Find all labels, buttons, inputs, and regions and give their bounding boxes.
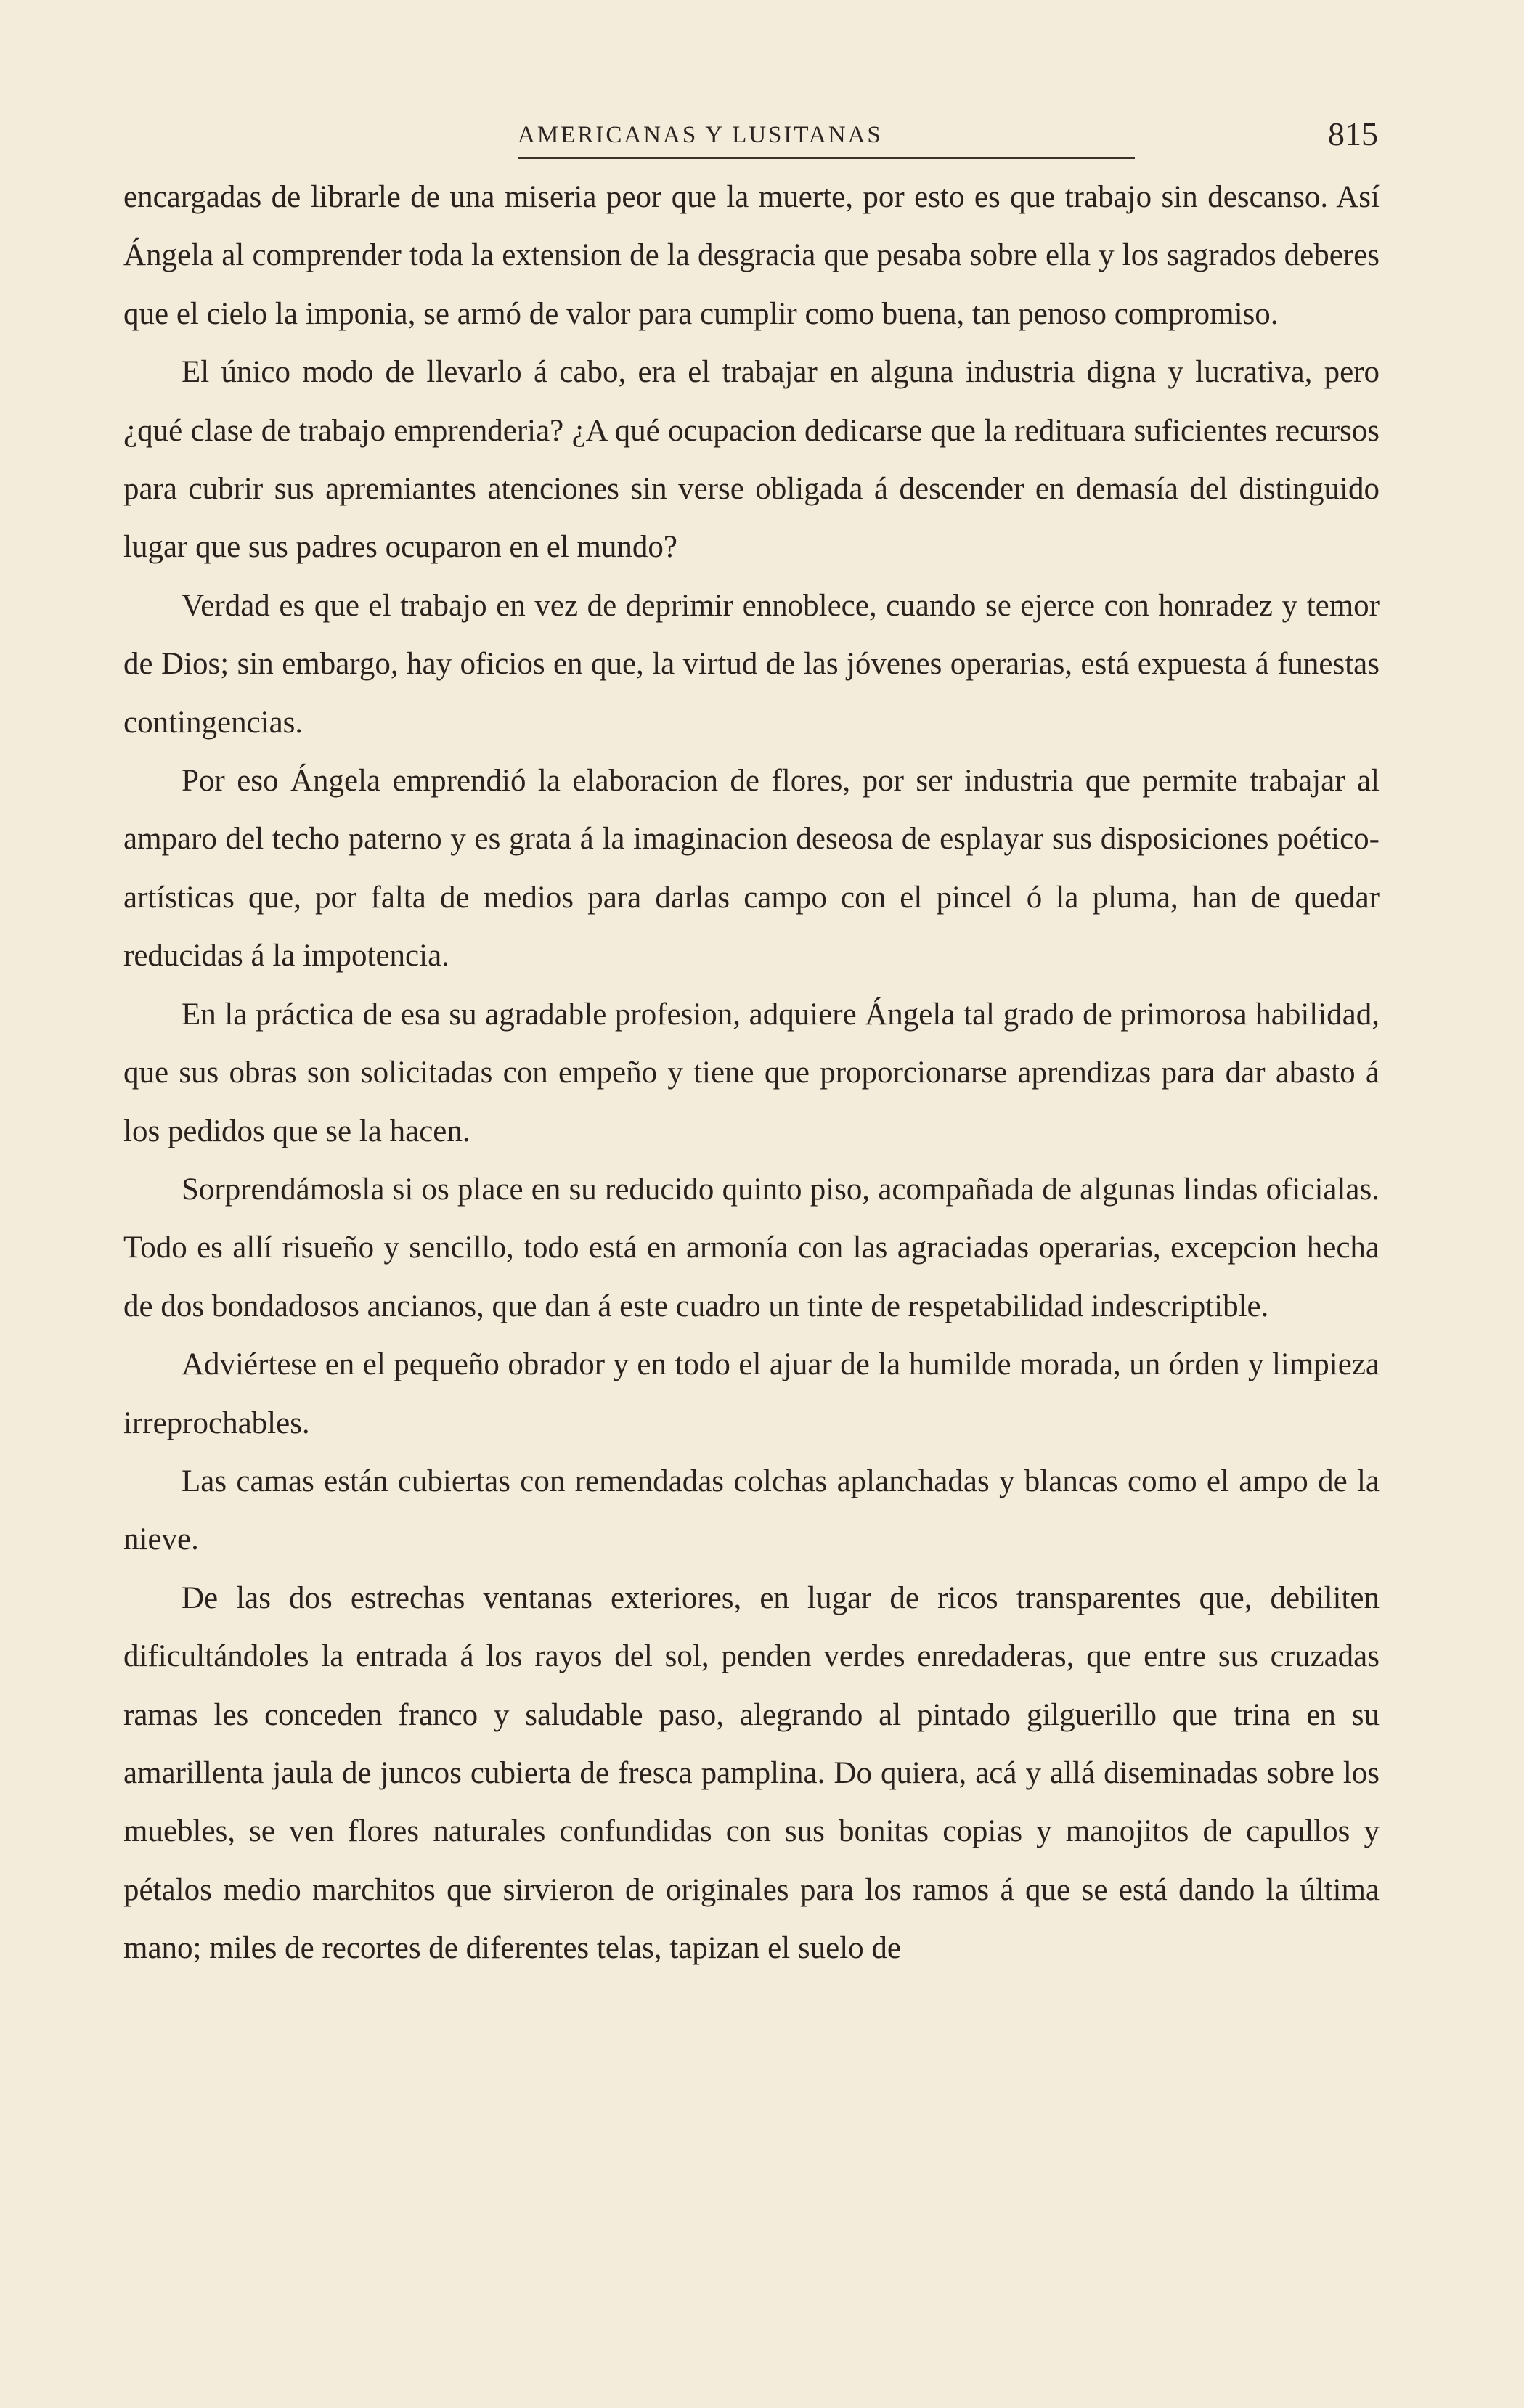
body-text [123, 168, 1380, 1978]
paragraph-4: Por eso Ángela emprendió la elaboracion de flores, por ser industria que permite trabajar al amparo del techo paterno y es grata á la imaginacion deseosa de esplayar sus disposiciones poético-artísticas que, por falta de medios para darlas campo con el pincel ó la pluma, han de quedar reducidas á la impotencia. [123, 764, 1380, 974]
paragraph-3: Verdad es que el trabajo en vez de deprimir ennoblece, cuando se ejerce con honradez y temor de Dios; sin embargo, hay oficios en que, la virtud de las jóvenes operarias, está expuesta á funestas contingencias. [123, 588, 1380, 740]
paragraph-7: Adviértese en el pequeño obrador y en todo el ajuar de la humilde morada, un órden y limpieza irreprochables. [123, 1347, 1380, 1440]
paragraph-9: De las dos estrechas ventanas exteriores, en lugar de ricos transparentes que, debiliten dificultándoles la entrada á los rayos del sol, penden verdes enredaderas, que entre sus cruzadas ramas les conceden franco y saludable paso, alegrando al pintado gilguerillo que trina en su amarillenta jaula de juncos cubierta de fresca pamplina. Do quiera, acá y allá diseminadas sobre los muebles, se ven flores naturales confundidas con sus bonitas copias y manojitos de capullos y pétalos medio marchitos que sirvieron de originales para los ramos á que se está dando la última mano; miles de recortes de diferentes telas, tapizan el suelo de [123, 1580, 1380, 1966]
paragraph-2: El único modo de llevarlo á cabo, era el trabajar en alguna industria digna y lucrativa, pero ¿qué clase de trabajo emprenderia? ¿A qué ocupacion dedicarse que la redituara suficientes recursos para cubrir sus apremiantes atenciones sin verse obligada á descender en demasía del distinguido lugar que sus padres ocuparon en el mundo? [123, 355, 1380, 565]
running-head-title: AMERICANAS Y LUSITANAS [518, 122, 883, 148]
paragraph-8: Las camas están cubiertas con remendadas colchas aplanchadas y blancas como el ampo de la nieve. [123, 1464, 1380, 1557]
paragraph-6: Sorprendámosla si os place en su reducido quinto piso, acompañada de algunas lindas oficialas. Todo es allí risueño y sencillo, todo está en armonía con las agraciadas operarias, excepcion hecha de dos bondadosos ancianos, que dan á este cuadro un tinte de respetabilidad indescriptible. [123, 1172, 1380, 1323]
header-rule [518, 157, 1135, 159]
paragraph-5: En la práctica de esa su agradable profesion, adquiere Ángela tal grado de primorosa habilidad, que sus obras son solicitadas con empeño y tiene que proporcionarse aprendizas para dar abasto á los pedidos que se la hacen. [123, 997, 1380, 1148]
paragraph-1: encargadas de librarle de una miseria peor que la muerte, por esto es que trabajo sin descanso. Así Ángela al comprender toda la extension de la desgracia que pesaba sobre ella y los sagrados deberes que el cielo la imponia, se armó de valor para cumplir como buena, tan penoso compromiso. [123, 180, 1380, 331]
page-number: 815 [1328, 115, 1378, 152]
running-head [122, 109, 1378, 160]
